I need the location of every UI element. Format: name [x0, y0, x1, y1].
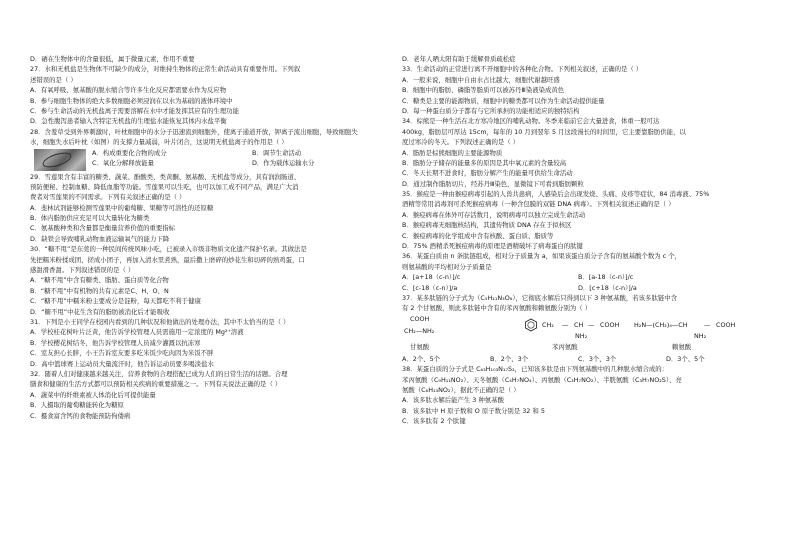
question-stem: 膳食和健康的生活方式都可以预防相关疾病的重要措施之一。下列有关说法正确的是（ ）: [30, 380, 282, 389]
question-stem: 30．“糖不甩”是东莞的一种民间传统风味小吃，已被录入市级非物质文化遗产保护名录。其做法是: [30, 245, 307, 254]
question-stem: 27．水和无机盐是生物体不可缺少的成分，对维持生物体的正常生命活动具有重要作用。下列叙: [30, 65, 301, 74]
option-c: C．猴痘病毒的化学组成中含有核酸、蛋白质、脂质等: [402, 231, 554, 240]
option-b: B．体内脂肪供应充足可以大量转化为糖类: [30, 214, 150, 223]
question-stem: 400kg，脂肪层可厚达 15cm，每年的 10 月到翌年 5 月这段漫长的时间里，它主要靠脂肪供能，以: [402, 127, 686, 136]
question-stem: 水，细胞失水后叶枕（如图）的支撑力量减弱，叶片闭合，这说明无机盐离子的作用是（ ）: [30, 138, 288, 147]
option-b: B．该多肽中 H 原子数和 O 原子数分别是 32 和 5: [402, 406, 545, 415]
question-stem: 34．棕熊是一种生活在北方寒冷地区的哺乳动物。冬季来临前它会大量进食，体重一般可达: [402, 117, 660, 126]
question-29: [30, 172, 392, 245]
option-b: B．学校樱花树结冬，他告诉学校管理人员减少灌溉以抗冻寒: [30, 338, 201, 347]
question-stem: 35．猴痘是一种由猴痘病毒引起的人兽共患病，人感染后会出现发烧、头痛、皮疹等症状，84 消毒液、75%: [402, 190, 710, 199]
question-34: [402, 116, 764, 189]
option-c: C．[c-18（c-n）]/a: [402, 283, 458, 292]
option-c: C．3个、3个: [578, 354, 617, 363]
question-stem: 则氨基酸的平均相对分子质量是: [402, 262, 492, 271]
option-c: C．该多肽有 2 个肽键: [402, 417, 466, 426]
option-d: D．急性腹泻患者输入含特定无机盐的生理盐水能恢复其体内水盐平衡: [30, 117, 227, 126]
option-d: D．作为载体运输水分: [252, 158, 315, 167]
option-b: B．猴痘病毒无细胞核结构，其遗传物质 DNA 存在于拟核区: [402, 221, 572, 230]
formula-text: H₂N—(CH₂)₄—CH: [634, 320, 688, 329]
option-c: C．摄食富含钙的食物能预防佝偻病: [30, 411, 131, 420]
option-d: D．75% 酒精杀死猴痘病毒的原理是酒精破坏了病毒蛋白的肽键: [402, 242, 583, 251]
question-28: [30, 127, 392, 172]
question-38: [402, 364, 764, 426]
question-stem: 36．某蛋白质由 n 条肽链组成，相对分子质量为 a，如果该蛋白质分子含有的氨基酸个数为 c 个，: [402, 252, 682, 261]
question-35: [402, 189, 764, 251]
option-a: A．构成重要化合物的成分: [92, 148, 167, 157]
question-stem: 预防便秘、控制血糖、降低血脂等功能。雪莲果可以生吃，也可以加工成不同产品，满足广大消: [30, 182, 299, 191]
option-d: D．“糖不甩”中花生含有的脂肪被消化后才能吸收: [30, 307, 170, 316]
question-stem: 31．下列是小王同学在校园内看到的几种状况和他做出的处理办法，其中不太恰当的是（ ）: [30, 317, 290, 326]
option-b: B．脂肪分子储存的能量多的原因是其中氧元素的含量较高: [402, 158, 567, 167]
question-stem: 氨酸（C₆H₁₃NO₂），据此不正确的是（ ）: [402, 385, 520, 394]
mimosa-leaf-photo: [34, 149, 86, 171]
right-column: [402, 54, 764, 427]
benzene-ring-icon: [524, 318, 538, 332]
formula-text: CH: [574, 320, 584, 329]
option-c: C．“糖不甩”中糯米粉主要成分是淀粉，每天都吃不利于健康: [30, 297, 201, 306]
question-33: [402, 64, 764, 116]
amino-acid-label: 苯丙氨酸: [552, 342, 578, 351]
amino-acid-label: 甘氨酸: [410, 342, 430, 351]
question-30: [30, 244, 392, 317]
question-31: [30, 317, 392, 369]
option-a: A．一般来说，细胞中自由水占比越大，细胞代谢越旺盛: [402, 75, 560, 84]
option-c: C．氨基酸种类和含量都是衡量营养价值的重要指标: [30, 224, 176, 233]
question-stem: 苯丙氨酸（C₉H₁₁NO₂）、天冬氨酸（C₄H₇NO₄）、丙氨酸（C₃H₇NO₂）、半胱氨酸（C₃H₇NO₂S）、亮: [402, 375, 682, 384]
question-figure-row: [30, 148, 392, 172]
option-b: B．调节生命活动: [252, 148, 302, 157]
question-37: [402, 293, 764, 364]
formula-text: CH₂—NH₂: [404, 326, 435, 335]
option-a: A．[a+18（c-n）]/c: [402, 273, 461, 282]
q26-option-d: D．硒在生物体中的含量很低，属于微量元素，作用不重要: [30, 55, 195, 63]
formula-text: COOH: [410, 314, 430, 323]
question-stem: 28．含羞草受到外界刺激时，叶枕细胞中的水分子迅速流到细胞外，使离子通道开放，钾离子流出细胞，导致细胞失: [30, 127, 358, 136]
option-b: B．[a-18（c-n）]/c: [578, 273, 634, 282]
option-c: C．糖类是主要的能源物质，细胞中的糖类都可以作为生命活动提供能量: [402, 96, 605, 105]
option-b: B．人摄取的葡萄糖能转化为糖原: [30, 401, 124, 410]
question-stem: 述错误的是（ ）: [30, 75, 77, 84]
formula-text: COOH: [716, 320, 736, 329]
option-d: D．3个、5个: [666, 354, 705, 363]
question-27: [30, 64, 392, 126]
option-a: A．猴痘病毒在体外可存活数月，说明病毒可以独立完成生命活动: [402, 210, 586, 219]
question-stem: 酒精等常用消毒剂可杀死猴痘病毒（一种含包膜的双链 DNA 病毒）。下列相关叙述正确的是（ ）: [402, 200, 675, 209]
question-stem: 38．某蛋白质的分子式是 C₆₃H₁₀₃N₁₇S₂，已知该多肽是由下列氨基酸中的几种脱水缩合成的：: [402, 365, 669, 374]
formula-text: CH₂: [542, 320, 554, 329]
option-a: A．蔬菜中的纤维素被人体消化后可提供能量: [30, 390, 156, 399]
option-b: B．“糖不甩”中有机物的共有元素是C、H、O、N: [30, 286, 169, 295]
option-a: A．斐林试剂能够检测雪莲果中的葡萄糖、果糖等可溶性的还原糖: [30, 203, 214, 212]
question-stem: 37．某多肽链的分子式为（C₅H₁₁N₃O₆），它彻底水解后只得到以下 3 种氨基酸，若该多肽链中含: [402, 293, 678, 302]
question-stem: 32．随着人们对健康越来越关注，营养食物的合理搭配已成为人们的日常生活的话题。合理: [30, 369, 288, 378]
q32-option-d: D．老年人晒太阳有助于缓解骨质疏松症: [402, 55, 516, 63]
question-stem: 有 2 个甘氨酸，则此多肽链中含有的苯丙氨酸和赖氨酸分别为（ ）: [402, 304, 592, 313]
option-a: A．“糖不甩”中含有糖类、脂肪、蛋白质等化合物: [30, 276, 169, 285]
amino-acid-structures: COOH CH₂—NH₂ 甘氨酸 CH₂ — CH — COOH NH₂ 苯丙氨酸 H₂N—(CH₂)₄—CH — COOH NH₂ 赖氨酸: [404, 314, 736, 351]
option-a: A．2个、5个: [402, 354, 441, 363]
option-a: A．学校桂花树叶片泛黄，他告诉学校管理人员需施用一定浓度的 Mg²⁺溶液: [30, 328, 244, 337]
amino-acid-label: 赖氨酸: [672, 342, 692, 351]
question-32: [30, 369, 392, 421]
option-d: D．缺铁会导致哺乳动物血液运输氧气的能力下降: [30, 234, 170, 243]
option-d: D．通过制作脂肪切片，经苏丹Ⅲ染色，显微镜下可看到脂肪颗粒: [402, 179, 584, 188]
option-c: C．参与生命活动的无机盐离子需要溶解在水中才能发挥其应有的生理功能: [30, 106, 239, 115]
question-stem: 33．生命活动的正常进行离不开细胞中的各种化合物。下列相关叙述，正确的是（ ）: [402, 65, 643, 74]
option-d: D．[c+18（c-n）]/a: [578, 283, 637, 292]
formula-text: NH₂: [694, 331, 707, 340]
question-stem: 度过寒冷的冬天。下列叙述正确的是（ ）: [402, 138, 520, 147]
option-b: B．细胞中的脂肪、磷脂等脂质可以被苏丹Ⅲ染液染成黄色: [402, 86, 565, 95]
option-b: B．参与细胞生物体的绝大多数细胞必须浸润在以水为基础的液体环境中: [30, 96, 233, 105]
option-c: C．室友担心长胖，小王告诉室友要多吃米饭少吃肉因为米饭不胖: [30, 349, 214, 358]
option-c: C．冬天长期不进食时，脂肪分解产生的能量可供给生命活动: [402, 169, 573, 178]
option-b: B．2个、3个: [490, 354, 529, 363]
question-stem: 先把糯米粉揉成团，搓成小团子，再加入清水里煮熟，最后撒上磨碎的炒花生和切碎的熟鸡蛋，口: [30, 255, 305, 264]
question-stem: 费者对雪莲果的不同需求。下列有关叙述正确的是（ ）: [30, 193, 186, 202]
option-c: C．氧化分解释放能量: [92, 158, 154, 167]
option-a: A．该多肽水解后能产生 3 种氨基酸: [402, 396, 504, 405]
option-a: A．脂肪是棕熊细胞的主要能源物质: [402, 148, 503, 157]
formula-text: COOH: [600, 320, 620, 329]
option-d: D．每一种蛋白质分子都有与它所承担的功能相适应的独特结构: [402, 106, 580, 115]
question-stem: 感甜滑香甜。下列叙述错误的是（ ）: [30, 266, 135, 275]
option-d: D．高中篮球赛上运动员大量流汗时，他告诉运动员要多喝淡盐水: [30, 359, 214, 368]
option-a: A．有氧呼吸、氨基酸的脱水缩合等许多生化反应都需要水作为反应物: [30, 86, 227, 95]
question-stem: 29．雪莲果含有丰富的糖类、蔬菜、酚酸类、类黄酮、氨基酸、无机盐等成分，具有润润肠道、: [30, 172, 301, 181]
question-36: [402, 251, 764, 293]
left-column: [30, 54, 392, 421]
formula-text: NH₂: [575, 331, 588, 340]
